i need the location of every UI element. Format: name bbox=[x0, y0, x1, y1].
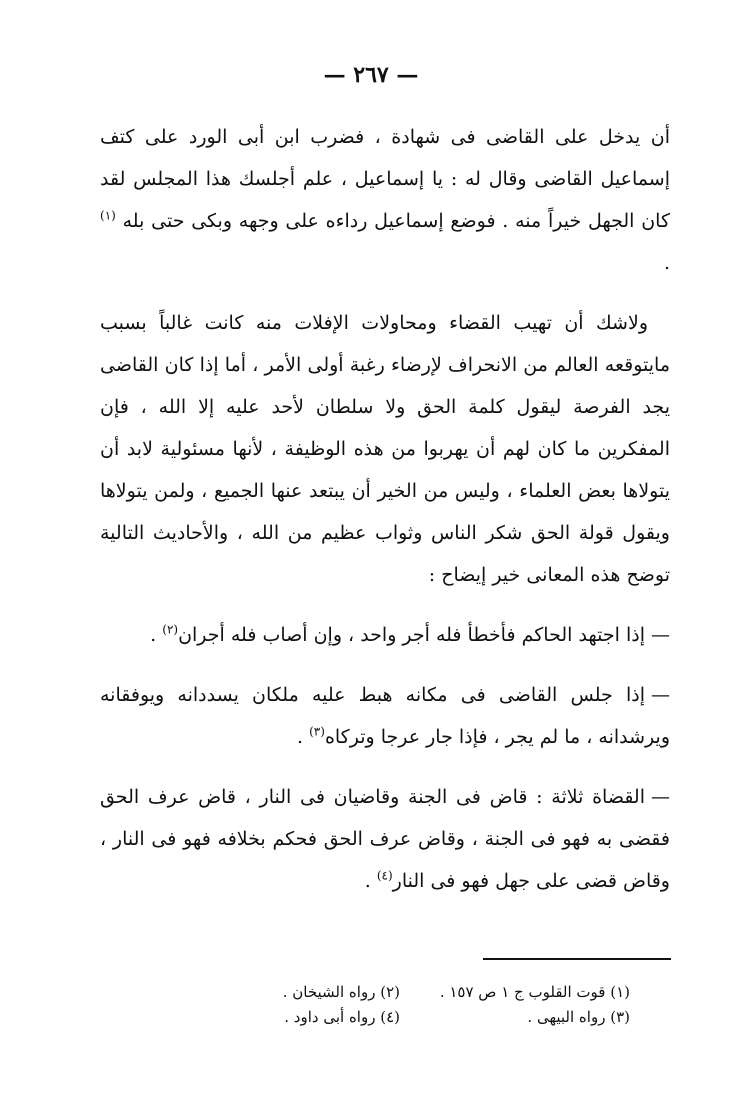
paragraph-1-text: أن يدخل على القاضى فى شهادة ، فضرب ابن أبى الورد على كتف إسماعيل القاضى وقال له : يا إسماعيل ، علم أجلسك هذا المجلس لقد كان الجهل خيراً منه . فوضع إسماعيل رداءه على وجهه وبكى حتى بله bbox=[100, 126, 670, 232]
hadith-2-text: إذا جلس القاضى فى مكانه هبط عليه ملكان يسددانه ويوفقانه ويرشدانه ، ما لم يجر ، فإذا جار عرجا وتركاه bbox=[100, 684, 670, 748]
hadith-2 bbox=[100, 674, 670, 758]
hadith-1-text: إذا اجتهد الحاكم فأخطأ فله أجر واحد ، وإن أصاب فله أجران bbox=[178, 624, 645, 646]
footnote-row-1 bbox=[190, 980, 630, 1005]
paragraph-1-end: . bbox=[663, 252, 670, 274]
footnote-ref-1: (١) bbox=[100, 208, 116, 223]
hadith-1 bbox=[100, 614, 670, 656]
footnote-ref-2: (٢) bbox=[162, 622, 179, 637]
footnote-row-2 bbox=[190, 1005, 630, 1030]
page-body bbox=[100, 116, 670, 920]
footnote-divider bbox=[483, 958, 671, 960]
footnote-3: (٣) رواه البيهى . bbox=[527, 1008, 630, 1026]
footnote-4: (٤) رواه أبى داود . bbox=[284, 1008, 400, 1026]
page-number: — ٢٦٧ — bbox=[323, 62, 419, 88]
paragraph-1 bbox=[100, 116, 670, 284]
dash-1: — bbox=[651, 624, 670, 646]
footnote-ref-4: (٤) bbox=[376, 868, 393, 883]
footnote-ref-3: (٣) bbox=[309, 724, 325, 739]
footnotes bbox=[190, 980, 630, 1030]
footnote-2: (٢) رواه الشيخان . bbox=[282, 983, 400, 1001]
dash-3: — bbox=[651, 786, 670, 808]
hadith-3-end: . bbox=[364, 870, 377, 892]
dash-2: — bbox=[651, 684, 670, 706]
hadith-3-text: القضاة ثلاثة : قاض فى الجنة وقاضيان فى النار ، قاض عرف الحق فقضى به فهو فى الجنة ، وقاض عرف الحق فحكم بخلافه فهو فى النار ، وقاض قضى على جهل فهو فى النار bbox=[100, 786, 670, 892]
paragraph-2-text: ولاشك أن تهيب القضاء ومحاولات الإفلات منه كانت غالباً بسبب مايتوقعه العالم من الانحراف لإرضاء رغبة أولى الأمر ، أما إذا كان القاضى يجد الفرصة ليقول كلمة الحق ولا سلطان لأحد عليه إلا الله ، فإن المفكرين ما كان لهم أن يهربوا من هذه الوظيفة ، لأنها مسئولية لابد أن يتولاها بعض العلماء ، وليس من الخير أن يبتعد عنها الجميع ، ولمن يتولاها ويقول قولة الحق شكر الناس وثواب عظيم من الله ، والأحاديث التالية توضح هذه المعانى خير إيضاح : bbox=[100, 312, 670, 586]
hadith-2-end: . bbox=[297, 726, 310, 748]
hadith-3 bbox=[100, 776, 670, 902]
footnote-1: (١) قوت القلوب ج ١ ص ١٥٧ . bbox=[439, 983, 630, 1001]
paragraph-2 bbox=[100, 302, 670, 596]
hadith-1-end: . bbox=[150, 624, 163, 646]
